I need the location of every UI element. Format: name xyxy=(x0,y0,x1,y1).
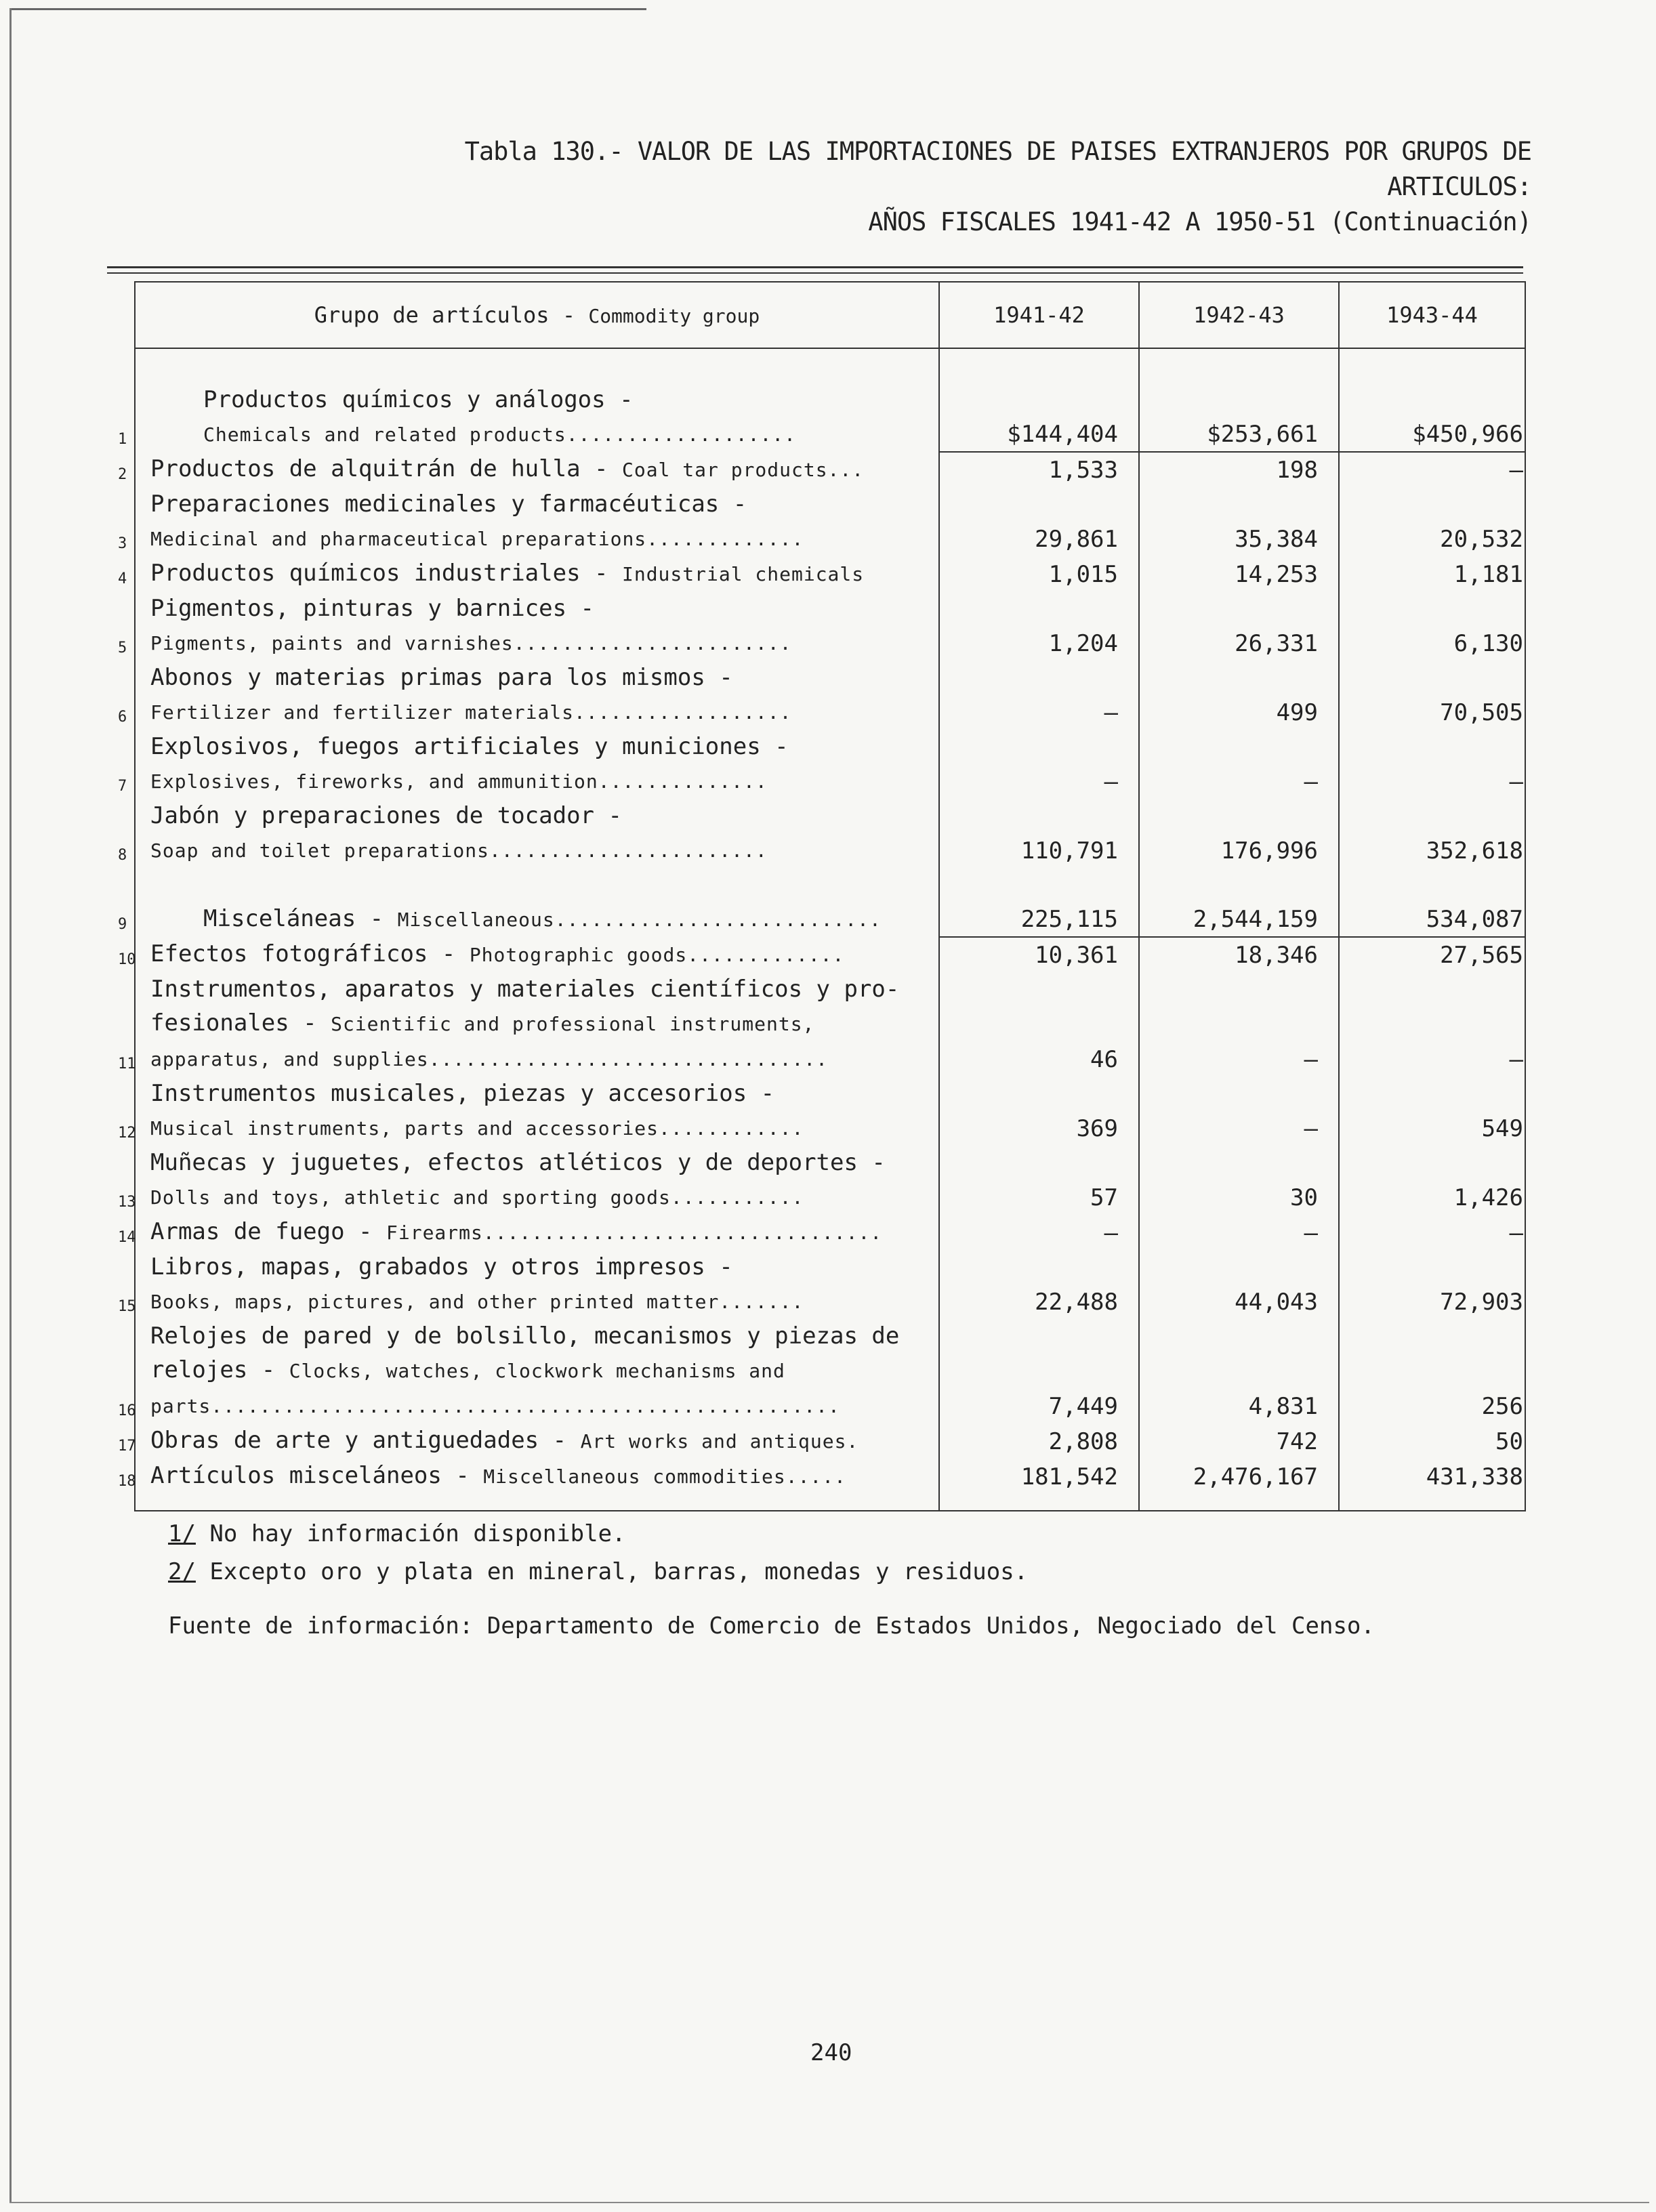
cell-value: 18,346 xyxy=(1235,942,1318,969)
cell-value: 44,043 xyxy=(1235,1289,1318,1316)
table-row xyxy=(135,799,1525,868)
cell-value: 181,542 xyxy=(1020,1463,1118,1490)
cell-value: 22,488 xyxy=(1035,1289,1118,1316)
table-title-line1: Tabla 130.- VALOR DE LAS IMPORTACIONES DE PAISES EXTRANJEROS POR GRUPOS DE ARTICULOS: xyxy=(464,137,1531,201)
header-1941-42: 1941-42 xyxy=(939,282,1139,348)
cell-value: 35,384 xyxy=(1235,526,1318,553)
cell-value: 499 xyxy=(1276,699,1318,726)
cell-value: 70,505 xyxy=(1440,699,1523,726)
cell-value: 30 xyxy=(1290,1184,1318,1211)
row-label: Pigmentos, pinturas y barnices - xyxy=(150,595,595,622)
row-number: 6 xyxy=(118,709,127,726)
page-number: 240 xyxy=(810,2039,852,2066)
page-border-bottom xyxy=(9,2202,1649,2203)
cell-value: 57 xyxy=(1090,1184,1118,1211)
row-label: apparatus, and supplies................................. xyxy=(150,1048,829,1070)
row-label: Jabón y preparaciones de tocador - xyxy=(150,802,622,829)
cell-value: $144,404 xyxy=(1007,421,1118,448)
row-label: Productos de alquitrán de hulla - Coal tar products... xyxy=(150,455,865,482)
cell-value: — xyxy=(1509,457,1523,484)
cell-value: 1,426 xyxy=(1453,1184,1523,1211)
cell-value: 26,331 xyxy=(1235,630,1318,657)
row-label: parts.................................................... xyxy=(150,1395,840,1417)
row-label: Books, maps, pictures, and other printed matter....... xyxy=(150,1291,804,1313)
cell-value: — xyxy=(1104,768,1118,795)
cell-value: 6,130 xyxy=(1453,630,1523,657)
table-row xyxy=(135,937,1525,972)
row-label: Medicinal and pharmaceutical preparations............. xyxy=(150,528,804,550)
row-number: 5 xyxy=(118,640,127,656)
table-row xyxy=(135,556,1525,591)
footnote-1: 1/ No hay información disponible. xyxy=(168,1520,626,1547)
cell-value: — xyxy=(1104,699,1118,726)
table-row xyxy=(135,730,1525,799)
cell-value: 10,361 xyxy=(1035,942,1118,969)
header-commodity-group: Grupo de artículos - Commodity group xyxy=(135,282,939,348)
cell-value: — xyxy=(1304,1115,1318,1142)
cell-value: 2,808 xyxy=(1048,1428,1118,1455)
cell-value: — xyxy=(1509,768,1523,795)
row-label: Misceláneas - Miscellaneous........................... xyxy=(203,905,882,932)
row-number: 1 xyxy=(118,431,127,448)
row-label: Instrumentos musicales, piezas y accesorios - xyxy=(150,1080,775,1107)
header-1943-44: 1943-44 xyxy=(1339,282,1525,348)
cell-value: 46 xyxy=(1090,1046,1118,1073)
cell-value: — xyxy=(1509,1046,1523,1073)
row-label: Productos químicos y análogos - xyxy=(203,386,634,413)
row-label: Efectos fotográficos - Photographic goods............. xyxy=(150,940,845,967)
table-row xyxy=(135,1215,1525,1250)
cell-value: $253,661 xyxy=(1207,421,1318,448)
cell-value: 431,338 xyxy=(1426,1463,1523,1490)
table-row xyxy=(135,1459,1525,1494)
row-label: fesionales - Scientific and professional instruments, xyxy=(150,1009,815,1037)
row-number: 3 xyxy=(118,535,127,552)
cell-value: 534,087 xyxy=(1426,906,1523,933)
cell-value: 1,181 xyxy=(1453,561,1523,588)
cell-value: — xyxy=(1304,1219,1318,1247)
cell-value: 14,253 xyxy=(1235,561,1318,588)
cell-value: 50 xyxy=(1495,1428,1523,1455)
row-label: Fertilizer and fertilizer materials.................. xyxy=(150,701,792,724)
table-title xyxy=(312,134,1531,240)
header-1942-43: 1942-43 xyxy=(1139,282,1339,348)
table-row xyxy=(135,661,1525,730)
cell-value: 369 xyxy=(1076,1115,1118,1142)
cell-value: — xyxy=(1304,768,1318,795)
cell-value: — xyxy=(1104,1219,1118,1247)
table-row xyxy=(135,1423,1525,1459)
header-rule-thin xyxy=(107,272,1523,274)
table-header-row xyxy=(135,282,1525,348)
row-number: 2 xyxy=(118,466,127,483)
row-label: Preparaciones medicinales y farmacéuticas - xyxy=(150,491,747,518)
row-label: Relojes de pared y de bolsillo, mecanismos y piezas de xyxy=(150,1322,900,1350)
table-row xyxy=(135,1250,1525,1319)
table-row xyxy=(135,902,1525,937)
row-label: Explosivos, fuegos artificiales y municiones - xyxy=(150,733,789,760)
cell-value: 110,791 xyxy=(1020,837,1118,864)
header-rule xyxy=(107,266,1523,268)
cell-value: — xyxy=(1509,1219,1523,1247)
row-label: Instrumentos, aparatos y materiales científicos y pro- xyxy=(150,976,900,1003)
row-label: Muñecas y juguetes, efectos atléticos y de deportes - xyxy=(150,1149,886,1176)
row-number: 17 xyxy=(118,1438,136,1455)
row-label: relojes - Clocks, watches, clockwork mechanisms and xyxy=(150,1356,785,1383)
row-label: Soap and toilet preparations....................... xyxy=(150,839,768,862)
row-label: Dolls and toys, athletic and sporting goods........... xyxy=(150,1186,804,1209)
cell-value: 176,996 xyxy=(1220,837,1318,864)
table-row xyxy=(135,972,1525,1077)
row-number: 18 xyxy=(118,1473,136,1490)
row-number: 14 xyxy=(118,1229,136,1246)
row-label: Productos químicos industriales - Industrial chemicals xyxy=(150,560,865,587)
cell-value: 72,903 xyxy=(1440,1289,1523,1316)
row-number: 9 xyxy=(118,916,127,933)
page-border-left xyxy=(9,8,12,2203)
cell-value: 27,565 xyxy=(1440,942,1523,969)
row-label: Musical instruments, parts and accessories............ xyxy=(150,1117,804,1140)
imports-table xyxy=(118,281,1526,1511)
row-number: 7 xyxy=(118,778,127,795)
cell-value: 4,831 xyxy=(1248,1393,1318,1420)
cell-value: 256 xyxy=(1481,1393,1523,1420)
cell-value: 198 xyxy=(1276,457,1318,484)
table-row xyxy=(135,1319,1525,1423)
cell-value: 2,476,167 xyxy=(1193,1463,1318,1490)
cell-value: 7,449 xyxy=(1048,1393,1118,1420)
cell-value: 1,533 xyxy=(1048,457,1118,484)
row-label: Chemicals and related products................... xyxy=(203,423,797,446)
row-number: 10 xyxy=(118,951,136,968)
row-label: Libros, mapas, grabados y otros impresos - xyxy=(150,1253,733,1280)
table-row xyxy=(135,1146,1525,1215)
row-label: Abonos y materias primas para los mismos - xyxy=(150,664,733,691)
cell-value: $450,966 xyxy=(1412,421,1523,448)
table-row xyxy=(135,487,1525,556)
footnotes xyxy=(168,1515,1028,1591)
row-label: Explosives, fireworks, and ammunition.............. xyxy=(150,770,768,793)
row-number: 8 xyxy=(118,847,127,864)
cell-value: 225,115 xyxy=(1020,906,1118,933)
row-label: Obras de arte y antiguedades - Art works and antiques. xyxy=(150,1427,859,1454)
table-row xyxy=(135,1077,1525,1146)
row-number: 16 xyxy=(118,1402,136,1419)
table-row xyxy=(135,383,1525,452)
table-row xyxy=(135,591,1525,661)
table-row xyxy=(135,452,1525,487)
cell-value: 1,015 xyxy=(1048,561,1118,588)
cell-value: 1,204 xyxy=(1048,630,1118,657)
cell-value: 742 xyxy=(1276,1428,1318,1455)
table-title-line2: AÑOS FISCALES 1941-42 A 1950-51 (Continuación) xyxy=(868,207,1531,236)
row-label: Artículos misceláneos - Miscellaneous commodities..... xyxy=(150,1462,847,1489)
cell-value: — xyxy=(1304,1046,1318,1073)
row-number: 13 xyxy=(118,1194,136,1211)
cell-value: 549 xyxy=(1481,1115,1523,1142)
cell-value: 352,618 xyxy=(1426,837,1523,864)
row-number: 4 xyxy=(118,570,127,587)
row-number: 15 xyxy=(118,1298,136,1315)
cell-value: 29,861 xyxy=(1035,526,1118,553)
row-label: Armas de fuego - Firearms................................. xyxy=(150,1218,883,1245)
page-border-top xyxy=(9,8,646,10)
row-label: Pigments, paints and varnishes....................... xyxy=(150,632,792,654)
source-note: Fuente de información: Departamento de Comercio de Estados Unidos, Negociado del Censo. xyxy=(168,1612,1375,1640)
cell-value: 20,532 xyxy=(1440,526,1523,553)
footnote-2: 2/ Excepto oro y plata en mineral, barras, monedas y residuos. xyxy=(168,1558,1029,1585)
row-number: 11 xyxy=(118,1056,136,1072)
row-number: 12 xyxy=(118,1125,136,1142)
cell-value: 2,544,159 xyxy=(1193,906,1318,933)
